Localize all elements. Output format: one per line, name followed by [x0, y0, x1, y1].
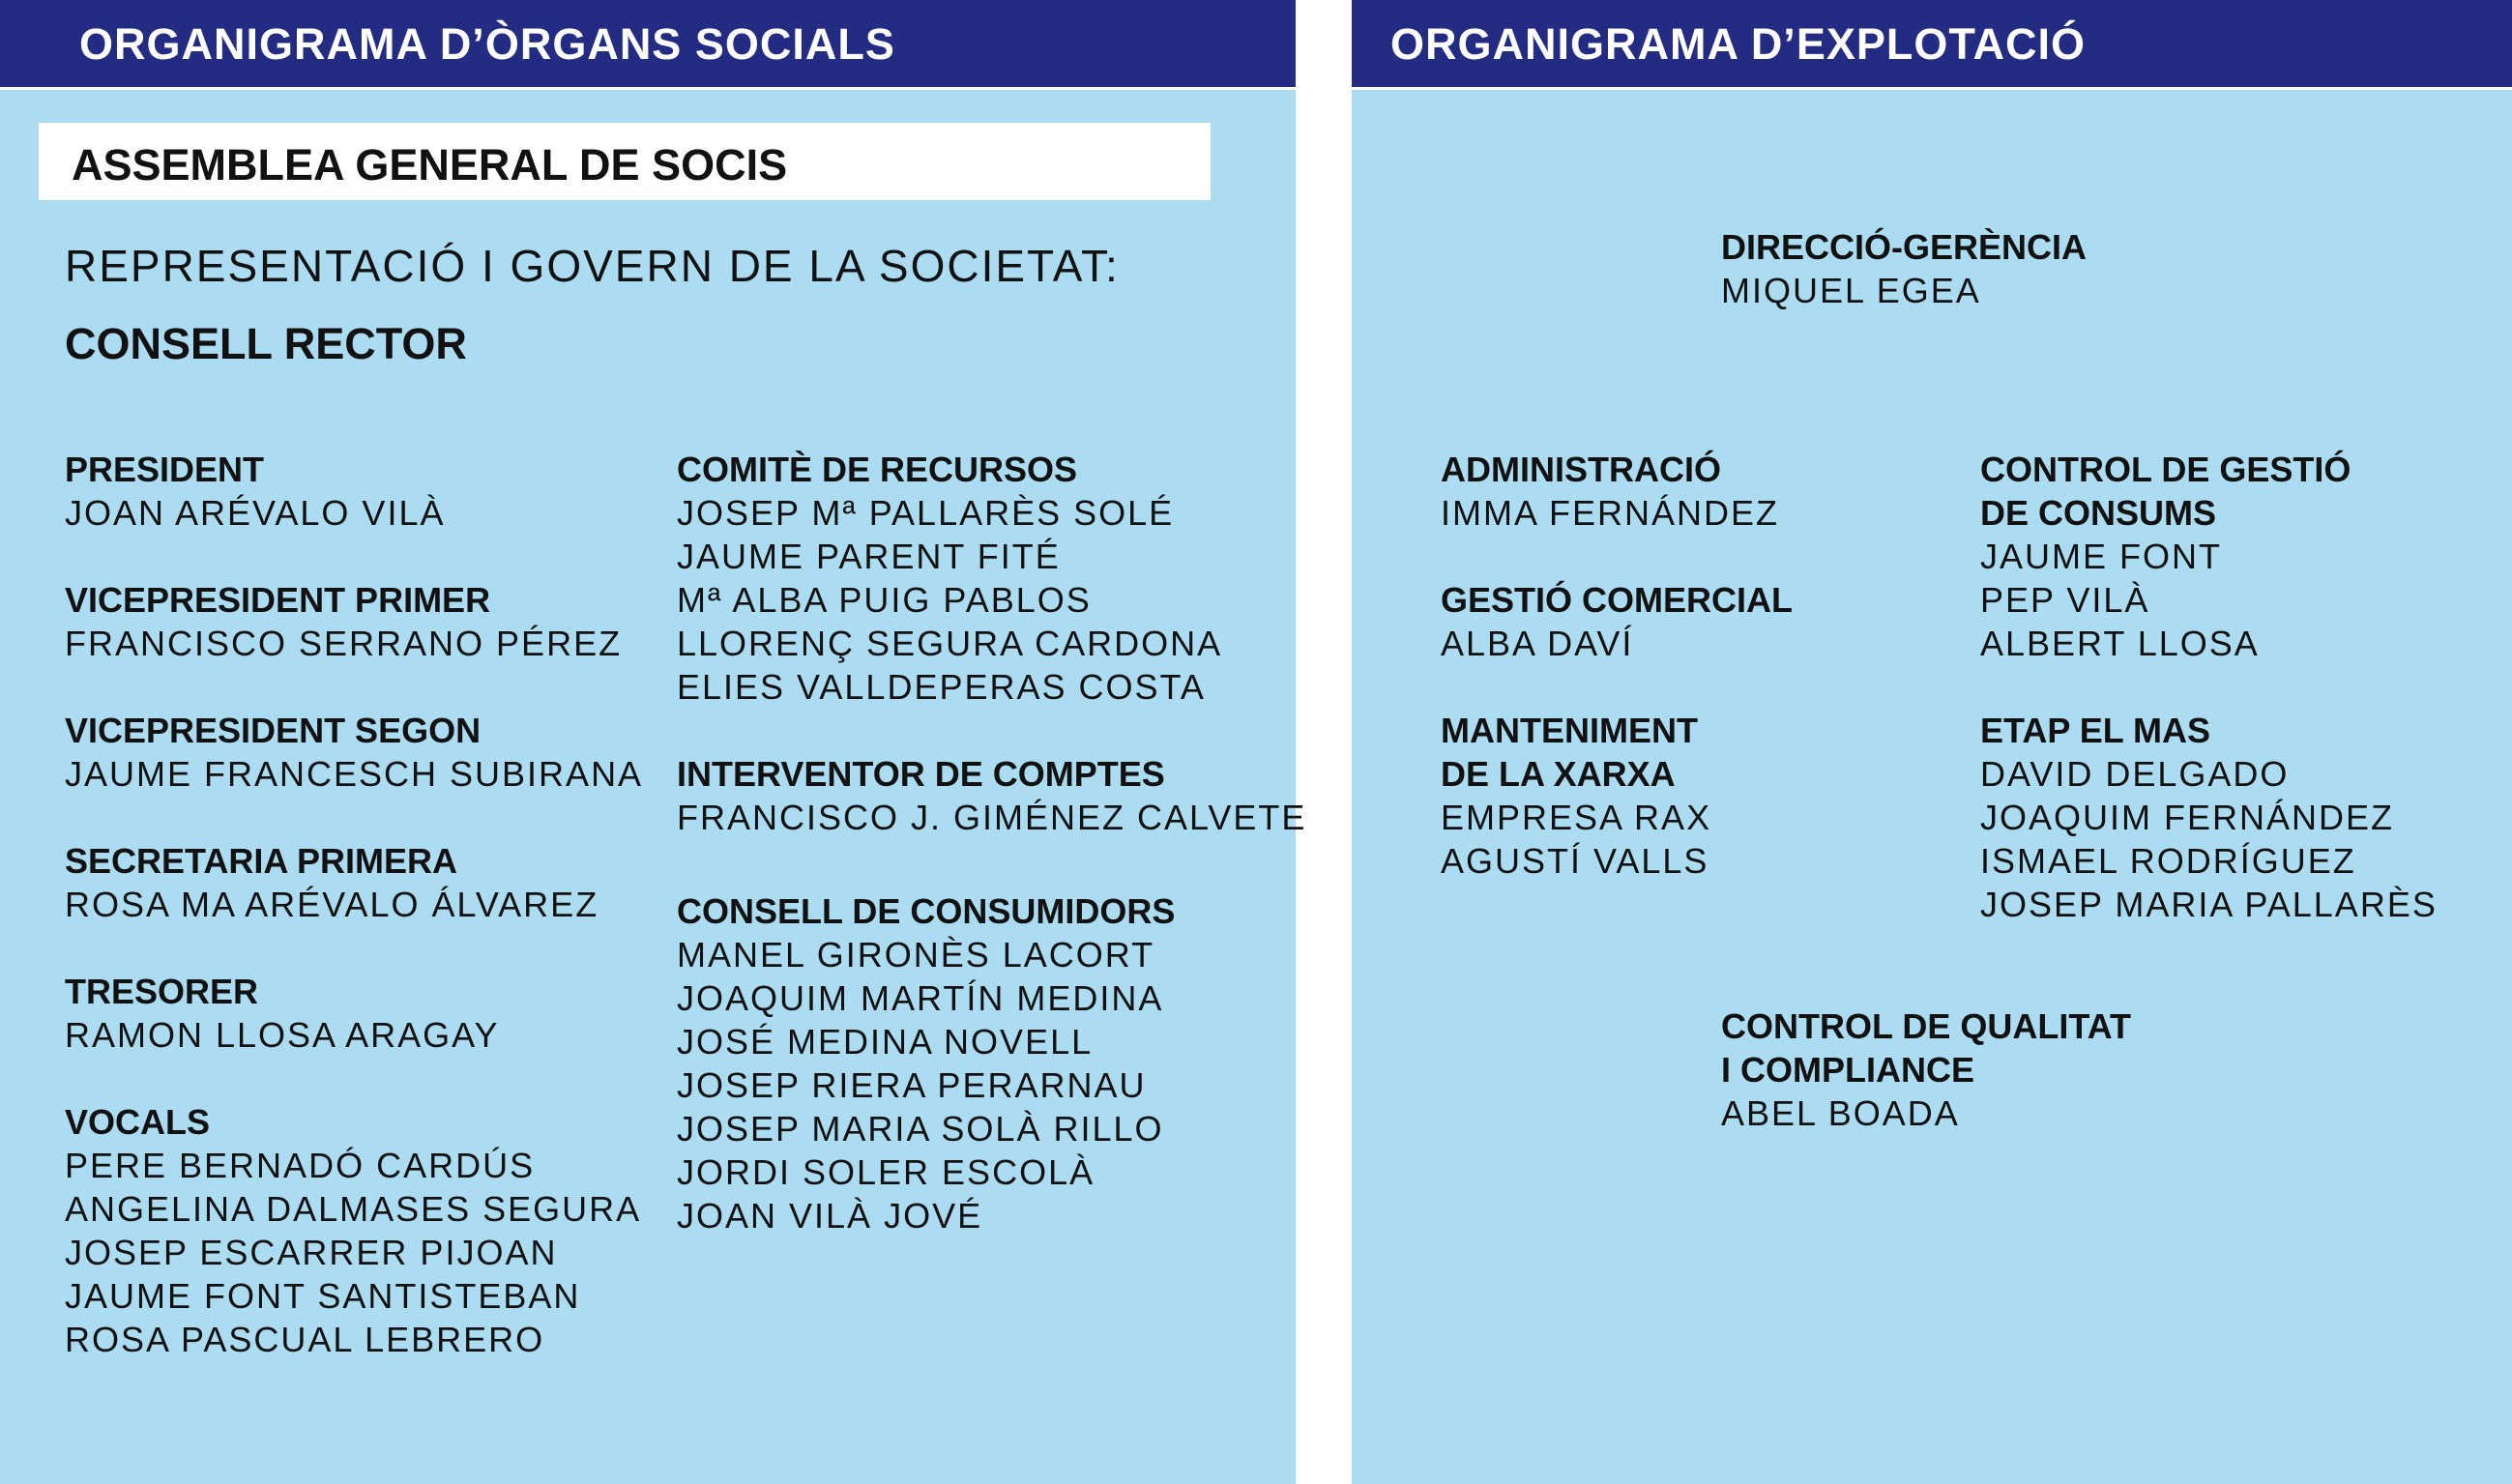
council-column-2 — [677, 448, 1306, 1281]
member-name: JOSEP Mª PALLARÈS SOLÉ — [677, 493, 1175, 533]
president-block — [65, 448, 643, 535]
consumption-control-block — [1980, 448, 2438, 665]
direction-block — [1721, 225, 2087, 312]
block-title: VICEPRESIDENT SEGON — [65, 711, 482, 750]
member-name: PERE BERNADÓ CARDÚS — [65, 1146, 536, 1185]
member-name: ANGELINA DALMASES SEGURA — [65, 1189, 642, 1229]
member-name: JOSEP MARIA SOLÀ RILLO — [677, 1109, 1164, 1149]
operations-header — [1352, 0, 2512, 90]
block-title: DE LA XARXA — [1441, 754, 1676, 794]
block-title: CONTROL DE QUALITAT — [1721, 1006, 2131, 1046]
member-name: JAUME FRANCESCH SUBIRANA — [65, 754, 644, 794]
block-title: VOCALS — [65, 1102, 211, 1142]
member-name: JOSEP ESCARRER PIJOAN — [65, 1233, 558, 1272]
member-name: JAUME PARENT FITÉ — [677, 537, 1061, 576]
governing-council-title: CONSELL RECTOR — [65, 319, 467, 368]
member-name: ROSA MA ARÉVALO ÁLVAREZ — [65, 885, 599, 924]
member-name: ALBERT LLOSA — [1980, 624, 2260, 663]
block-title: CONTROL DE GESTIÓ — [1980, 450, 2351, 489]
member-name: JOAN ARÉVALO VILÀ — [65, 493, 446, 533]
administration-block — [1441, 448, 1793, 535]
member-name: JAUME FONT — [1980, 537, 2222, 576]
block-title: MANTENIMENT — [1441, 711, 1698, 750]
member-name: EMPRESA RAX — [1441, 798, 1712, 837]
member-name: JOSEP RIERA PERARNAU — [677, 1065, 1147, 1105]
block-title: GESTIÓ COMERCIAL — [1441, 580, 1794, 620]
block-title: DE CONSUMS — [1980, 493, 2217, 533]
member-name: LLORENÇ SEGURA CARDONA — [677, 624, 1223, 663]
block-title: ADMINISTRACIÓ — [1441, 450, 1721, 489]
treasurer-block — [65, 970, 643, 1057]
member-name: JOAQUIM MARTÍN MEDINA — [677, 978, 1164, 1018]
block-title: ETAP EL MAS — [1980, 711, 2211, 750]
block-title: PRESIDENT — [65, 450, 265, 489]
operations-column-2 — [1980, 448, 2438, 970]
member-name: JOAN VILÀ JOVÉ — [677, 1196, 983, 1236]
vocals-block — [65, 1100, 643, 1361]
consumers-council-block — [677, 889, 1306, 1237]
member-name: ISMAEL RODRÍGUEZ — [1980, 841, 2356, 881]
block-title: I COMPLIANCE — [1721, 1050, 1975, 1090]
member-name: ROSA PASCUAL LEBRERO — [65, 1320, 545, 1359]
member-name: ELIES VALLDEPERAS COSTA — [677, 667, 1206, 707]
general-assembly-box — [39, 123, 1211, 200]
member-name: FRANCISCO SERRANO PÉREZ — [65, 624, 623, 663]
operations-panel — [1352, 0, 2512, 1484]
member-name: ALBA DAVÍ — [1441, 624, 1634, 663]
auditor-block — [677, 752, 1306, 839]
member-name: JOAQUIM FERNÁNDEZ — [1980, 798, 2395, 837]
general-assembly-title: ASSEMBLEA GENERAL DE SOCIS — [72, 140, 788, 189]
quality-compliance-block — [1721, 1004, 2131, 1135]
vicepresident-2-block — [65, 709, 643, 796]
member-name: JORDI SOLER ESCOLÀ — [677, 1152, 1095, 1192]
etap-block — [1980, 709, 2438, 926]
maintenance-block — [1441, 709, 1793, 883]
resources-committee-block — [677, 448, 1306, 709]
block-title: CONSELL DE CONSUMIDORS — [677, 891, 1176, 931]
council-column-1 — [65, 448, 643, 1405]
member-name: MIQUEL EGEA — [1721, 271, 1981, 310]
member-name: FRANCISCO J. GIMÉNEZ CALVETE — [677, 798, 1307, 837]
member-name: JAUME FONT SANTISTEBAN — [65, 1276, 581, 1316]
social-bodies-title: ORGANIGRAMA D’ÒRGANS SOCIALS — [79, 19, 895, 69]
member-name: DAVID DELGADO — [1980, 754, 2290, 794]
block-title: VICEPRESIDENT PRIMER — [65, 580, 491, 620]
member-name: JOSEP MARIA PALLARÈS — [1980, 885, 2438, 924]
block-title: INTERVENTOR DE COMPTES — [677, 754, 1165, 794]
member-name: IMMA FERNÁNDEZ — [1441, 493, 1780, 533]
block-title: COMITÈ DE RECURSOS — [677, 450, 1078, 489]
block-title: SECRETARIA PRIMERA — [65, 841, 458, 881]
operations-title: ORGANIGRAMA D’EXPLOTACIÓ — [1390, 19, 2086, 69]
vicepresident-1-block — [65, 578, 643, 665]
social-bodies-header — [0, 0, 1296, 90]
member-name: ABEL BOADA — [1721, 1093, 1960, 1133]
operations-column-1 — [1441, 448, 1793, 926]
block-title: DIRECCIÓ-GERÈNCIA — [1721, 227, 2088, 267]
member-name: JOSÉ MEDINA NOVELL — [677, 1022, 1094, 1062]
commercial-block — [1441, 578, 1793, 665]
member-name: Mª ALBA PUIG PABLOS — [677, 580, 1092, 620]
member-name: AGUSTÍ VALLS — [1441, 841, 1709, 881]
secretary-block — [65, 839, 643, 926]
block-title: TRESORER — [65, 972, 259, 1011]
member-name: RAMON LLOSA ARAGAY — [65, 1015, 500, 1055]
member-name: MANEL GIRONÈS LACORT — [677, 935, 1155, 975]
governance-intro: REPRESENTACIÓ I GOVERN DE LA SOCIETAT: — [65, 241, 1120, 291]
member-name: PEP VILÀ — [1980, 580, 2150, 620]
